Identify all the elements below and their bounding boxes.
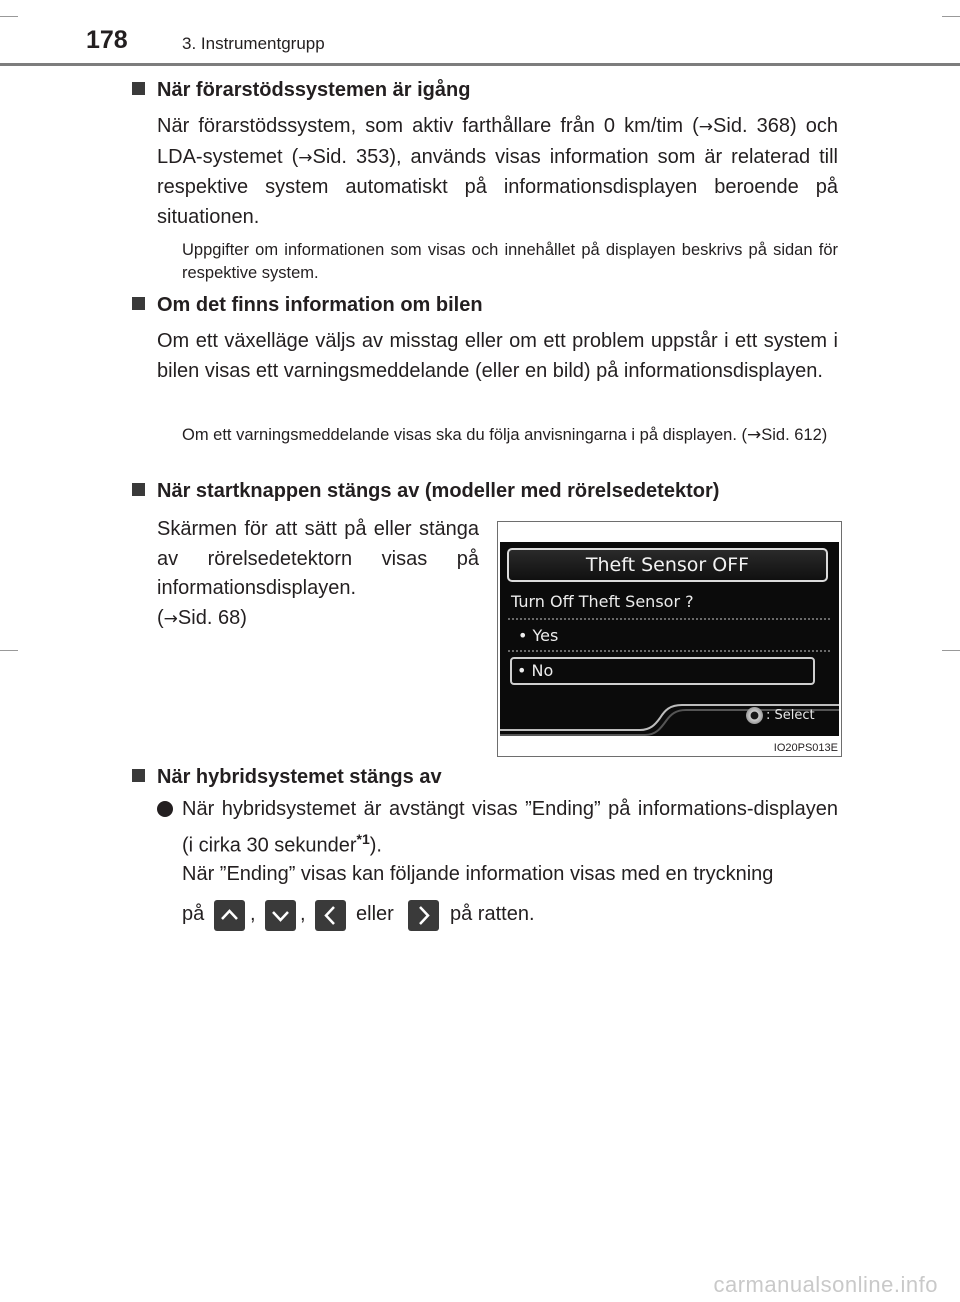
heading-text: Om det finns information om bilen: [157, 294, 483, 316]
section-heading: [132, 294, 483, 317]
select-hint: : Select: [766, 708, 815, 723]
option-no: • No: [517, 661, 554, 680]
footnote-mark: *1: [356, 830, 370, 847]
body-text: När förarstödssystem, som aktiv farthållare från 0 km/tim (: [157, 115, 699, 137]
section-heading: [132, 480, 719, 503]
square-bullet-icon: [132, 82, 145, 95]
heading-text: När förarstödssystemen är igång: [157, 79, 471, 101]
chapter-title: 3. Instrumentgrupp: [182, 34, 325, 53]
chevron-down-icon: [265, 900, 296, 931]
crop-mark: [942, 16, 960, 17]
square-bullet-icon: [132, 769, 145, 782]
info-display-screen: [500, 542, 839, 736]
round-bullet-icon: [157, 801, 173, 817]
heading-text: När startknappen stängs av (modeller med rörelsedetektor): [157, 480, 720, 502]
note-body: Om ett varningsmeddelande visas ska du följa anvisningarna i på displayen. (: [182, 426, 747, 444]
chevron-up-icon: [214, 900, 245, 931]
page-number: 178: [86, 26, 128, 54]
section-heading: [132, 79, 470, 102]
comma: ,: [300, 903, 306, 925]
body-paragraph: Om ett växelläge väljs av misstag eller om ett problem uppstår i ett system i bilen visas ett varningsmeddelande (eller en bild) på informationsdisplayen.: [157, 330, 838, 382]
text-eller: eller: [356, 903, 394, 925]
arrow-icon: →: [698, 117, 714, 137]
followup-text: När ”Ending” visas kan följande information visas med en tryckning: [182, 863, 774, 885]
text-pa: på: [182, 903, 205, 925]
display-title: Theft Sensor OFF: [507, 548, 828, 582]
body-paragraph: [157, 515, 479, 634]
body-text: Sid. 353), används visas information som är relaterad till respektive system automatiskt på informationsdisplayen beroende på situationen.: [157, 145, 838, 228]
footer-watermark: carmanualsonline.info: [713, 1272, 938, 1297]
crop-mark: [942, 650, 960, 651]
text-pa-ratten: på ratten.: [450, 903, 535, 925]
note-text: [182, 424, 838, 447]
body-paragraph: [157, 112, 838, 232]
display-question: Turn Off Theft Sensor ?: [511, 592, 694, 611]
section-heading: [132, 766, 442, 789]
header-rule: [0, 63, 960, 66]
dial-icon: [746, 707, 763, 724]
paren: (: [157, 606, 164, 629]
note-text: Uppgifter om informationen som visas och innehållet på displayen beskrivs på sidan för respektive system.: [182, 241, 838, 282]
swoosh-decoration: [500, 542, 839, 736]
page-reference: Sid. 612): [761, 426, 828, 444]
bullet-text: När hybridsystemet är avstängt visas ”Ending” på informations-displayen (i cirka 30 sekunder: [182, 798, 838, 857]
square-bullet-icon: [132, 297, 145, 310]
body-text: och LDA-systemet (: [157, 115, 838, 168]
square-bullet-icon: [132, 483, 145, 496]
bullet-end: ).: [369, 834, 382, 857]
arrow-icon: →: [298, 147, 313, 168]
body-text: Skärmen för att sätt på eller stänga av rörelsedetektorn visas på informationsdisplayen.: [157, 518, 479, 599]
page-reference: Sid. 368): [713, 115, 797, 137]
illustration-code: IO20PS013E: [773, 742, 838, 754]
chevron-left-icon: [315, 900, 346, 931]
option-yes: • Yes: [518, 626, 559, 645]
arrow-icon: →: [163, 608, 178, 629]
page-reference: Sid. 68): [177, 606, 247, 629]
chevron-right-icon: [408, 900, 439, 931]
crop-mark: [0, 16, 18, 17]
bullet-paragraph: [182, 795, 838, 861]
comma: ,: [250, 903, 256, 925]
display-illustration: [497, 521, 842, 757]
heading-text: När hybridsystemet stängs av: [157, 766, 442, 788]
arrow-icon: →: [746, 425, 762, 445]
crop-mark: [0, 650, 18, 651]
